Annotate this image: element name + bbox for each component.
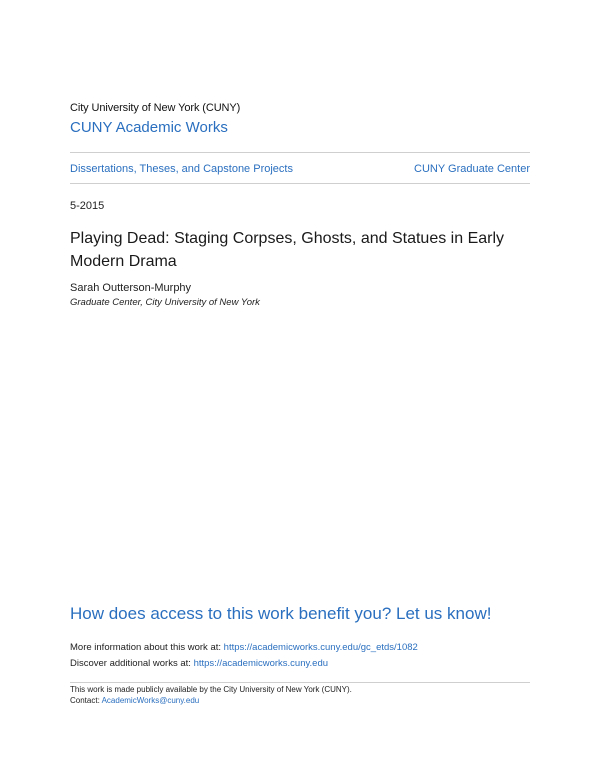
more-info-line: [70, 642, 418, 653]
campus-link[interactable]: CUNY Graduate Center: [414, 163, 530, 175]
author-name: Sarah Outterson-Murphy: [70, 282, 192, 294]
feedback-link[interactable]: How does access to this work benefit you? Let us know!: [70, 604, 492, 623]
institution-name: City University of New York (CUNY): [70, 102, 241, 114]
discover-label: Discover additional works at:: [70, 658, 194, 669]
document-title: Playing Dead: Staging Corpses, Ghosts, and Statues in Early Modern Drama: [70, 230, 505, 270]
middle-divider: [70, 183, 530, 184]
discover-line: [70, 658, 328, 669]
top-divider: [70, 152, 530, 153]
availability-notice: This work is made publicly available by the City University of New York (CUNY).: [70, 685, 352, 694]
contact-line: [70, 696, 199, 705]
publication-date: 5-2015: [70, 200, 105, 212]
more-info-url-link[interactable]: https://academicworks.cuny.edu/gc_etds/1082: [223, 642, 418, 653]
more-info-label: More information about this work at:: [70, 642, 224, 653]
contact-label: Contact:: [70, 696, 102, 705]
contact-email-link[interactable]: AcademicWorks@cuny.edu: [101, 696, 200, 705]
collection-link[interactable]: Dissertations, Theses, and Capstone Projects: [70, 163, 293, 175]
author-affiliation: Graduate Center, City University of New York: [70, 297, 260, 308]
repository-name-link[interactable]: CUNY Academic Works: [70, 119, 228, 136]
bottom-divider: [70, 682, 530, 683]
discover-url-link[interactable]: https://academicworks.cuny.edu: [193, 658, 329, 669]
